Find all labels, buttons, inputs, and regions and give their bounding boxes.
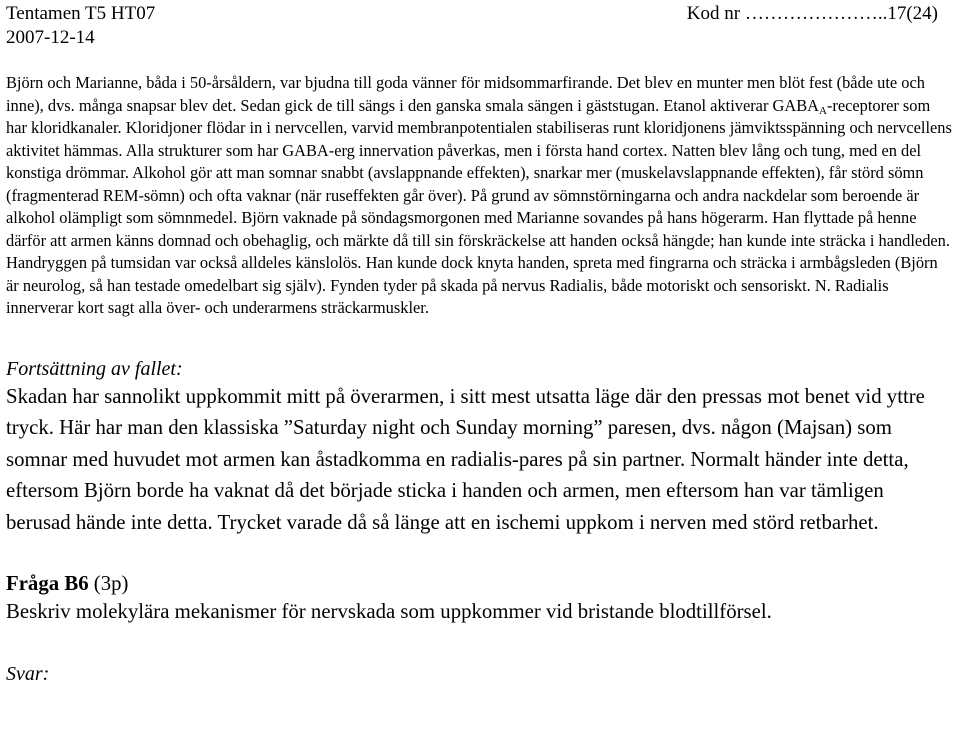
exam-date: 2007-12-14	[6, 27, 95, 48]
question-points: (3p)	[88, 572, 129, 595]
code-number: Kod nr …………………..17(24)	[686, 3, 938, 24]
answer-label: Svar:	[6, 663, 50, 685]
case-paragraph-3: Alkohol gör att man somnar snabbt (avslappnande effekten), snarkar mer (muskelavslappnande effekten), får störd sömn (fragmenterad REM-sömn) och ofta vaknar (när ruseffekten går över). På grund av sömnstörningarna och andra nackdelar som beroende är alkohol olämpligt som sömnmedel. Björn vaknade på söndagsmorgonen med Marianne sovandes på hans högerarm. Han flyttade på henne därför att armen känns domnad och obehaglig, och märkte då till sin förskräckelse att handen också hängde; han kunde inte sträcka i handleden. Handryggen på tumsidan var också alldeles känslolös. Han kunde dock knyta handen, spreta med fingrarna och sträcka i armbågsleden (Björn är neurolog, så han testade omedelbart sig själv). Fynden tyder på skada på nervus Radialis, både motoriskt och sensoriskt. N. Radialis innerverar kort sagt alla över- och underarmens sträckarmuskler.	[6, 163, 950, 317]
question-title: Fråga B6	[6, 572, 89, 595]
question-block	[6, 570, 952, 626]
case-paragraph-1: Björn och Marianne, båda i 50-årsåldern, var bjudna till goda vänner för midsommarfirande. Det blev en munter men blöt fest (både ute och inne), dvs. många snapsar blev det. Sedan gick de till sängs i den ganska smala sängen i gäststugan. Etanol aktiverar GABA	[6, 73, 925, 115]
question-text: Beskriv molekylära mekanismer för nervskada som uppkommer vid bristande blodtillförsel.	[6, 600, 772, 623]
case-paragraph-1-end: -receptorer som har kloridkanaler.	[6, 95, 931, 137]
case-description	[6, 72, 952, 320]
continuation-body: Skadan har sannolikt uppkommit mitt på överarmen, i sitt mest utsatta läge där den pressas mot benet vid yttre tryck. Här har man den klassiska ”Saturday night och Sunday morning” paresen, dvs. någon (Majsan) som somnar med huvudet mot armen kan åstadkomma en radialis-pares på sin partner. Normalt händer inte detta, eftersom Björn borde ha vaknat då det började sticka i handen och armen, men eftersom han var tämligen berusad hände inte detta. Trycket varade då så länge att en ischemi uppkom i nerven med störd retbarhet.	[6, 384, 925, 534]
continuation-title: Fortsättning av fallet:	[6, 357, 183, 380]
exam-title: Tentamen T5 HT07	[6, 3, 156, 24]
case-paragraph-2: Kloridjoner flödar in i nervcellen, varvid membranpotentialen stabiliseras runt kloridjonens jämviktsspänning och nervcellens aktivitet hämmas. Alla strukturer som har GABA-erg innervation påverkas, men i första hand cortex. Natten blev lång och tung, med en del konstiga drömmar.	[6, 118, 952, 182]
page-header	[6, 0, 952, 56]
gaba-subscript: A	[818, 104, 827, 117]
